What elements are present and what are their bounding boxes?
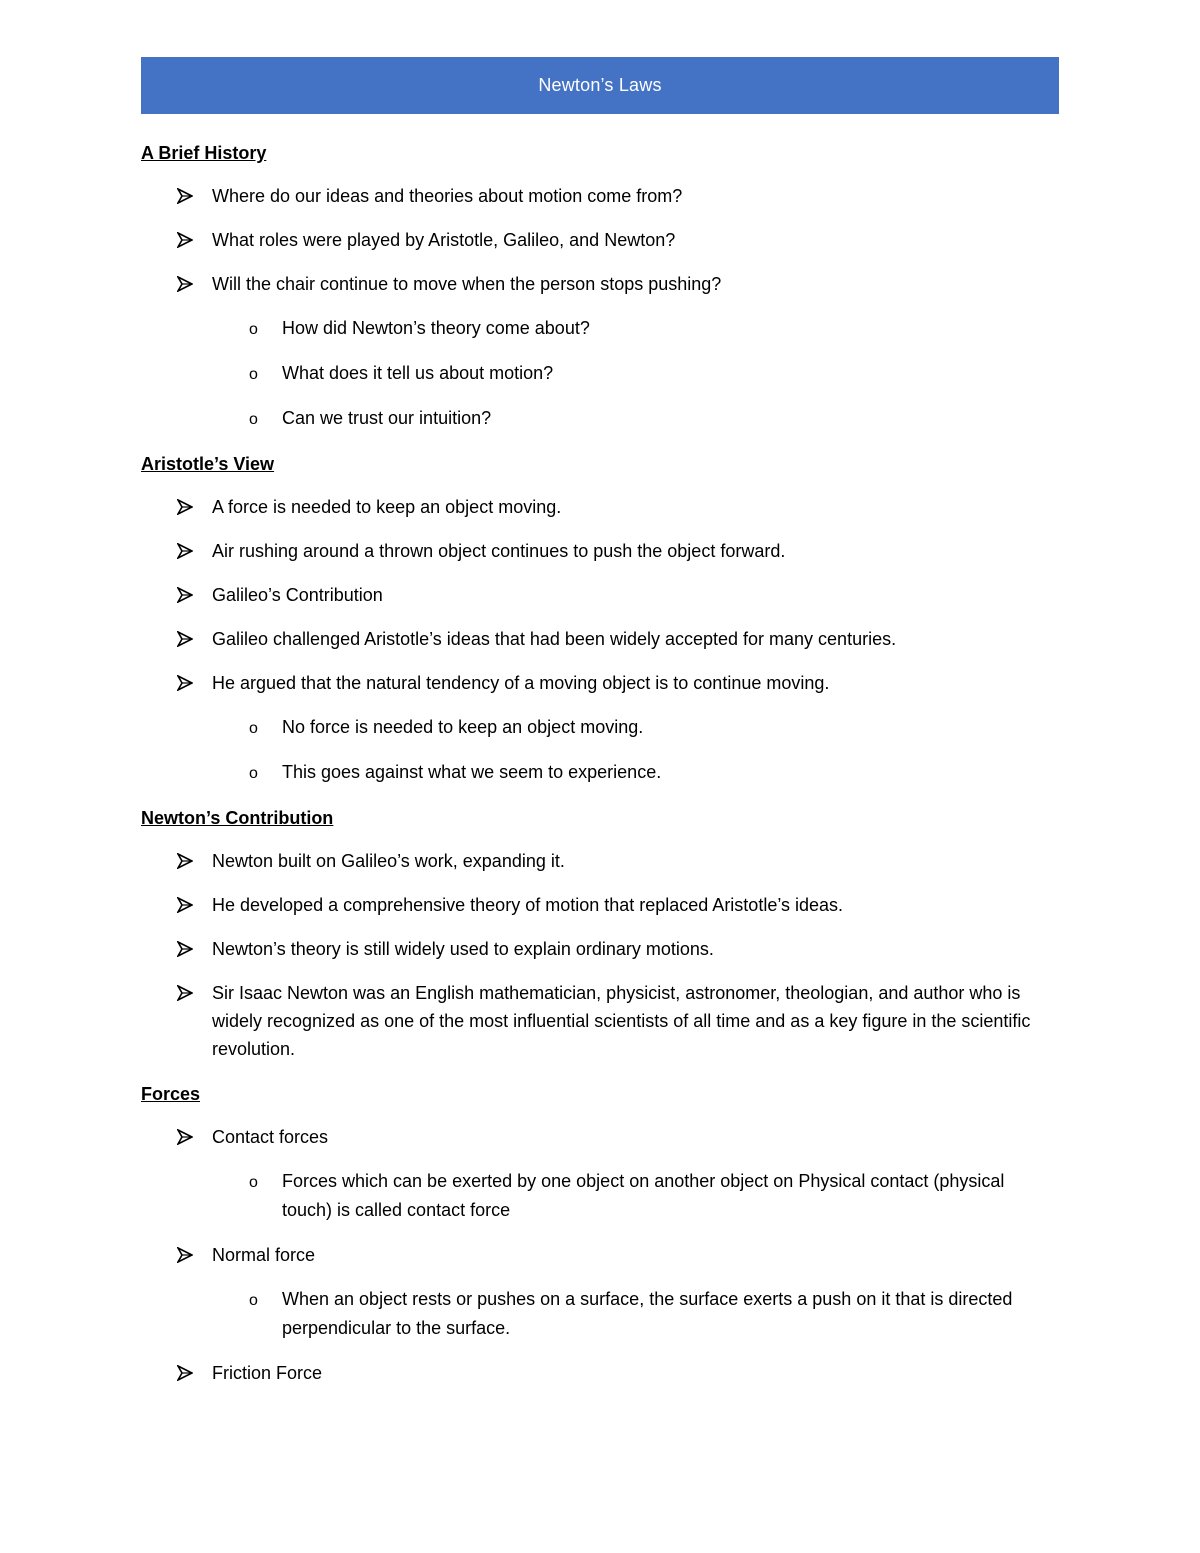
document-body (141, 140, 1059, 1387)
bullet-list (141, 847, 1059, 1063)
list-item (141, 270, 1059, 433)
circle-o-bullet-icon: o (249, 366, 258, 383)
list-item-text: Normal force (212, 1245, 316, 1265)
bullet-list (141, 493, 1059, 787)
list-item-text: Newton’s theory is still widely used to explain ordinary motions. (212, 939, 714, 959)
sub-list-item-text: No force is needed to keep an object moving. (282, 717, 644, 737)
sub-list-item (141, 713, 1059, 742)
sub-bullet-list (141, 314, 1059, 433)
arrowhead-bullet-icon (177, 669, 195, 697)
sub-list-item-text: What does it tell us about motion? (282, 363, 554, 383)
list-item-text: Where do our ideas and theories about motion come from? (212, 186, 683, 206)
arrowhead-bullet-icon (177, 1123, 195, 1151)
arrowhead-bullet-icon (177, 493, 195, 521)
arrowhead-bullet-icon (177, 270, 195, 298)
list-item-text: Contact forces (212, 1127, 329, 1147)
sub-list-item-text: Forces which can be exerted by one object on another object on Physical contact (physical touch) is called contact force (282, 1171, 1005, 1220)
section-heading: Newton’s Contribution (141, 808, 334, 828)
list-item-text: A force is needed to keep an object moving. (212, 497, 562, 517)
list-item (141, 625, 1059, 653)
circle-o-bullet-icon: o (249, 1174, 258, 1191)
list-item (141, 847, 1059, 875)
title-bar (141, 57, 1059, 114)
list-item-text: Galileo challenged Aristotle’s ideas that had been widely accepted for many centuries. (212, 629, 897, 649)
list-item-text: Will the chair continue to move when the person stops pushing? (212, 274, 722, 294)
list-item (141, 1359, 1059, 1387)
arrowhead-bullet-icon (177, 537, 195, 565)
list-item-text: Galileo’s Contribution (212, 585, 383, 605)
arrowhead-bullet-icon (177, 935, 195, 963)
arrowhead-bullet-icon (177, 979, 195, 1007)
bullet-list (141, 182, 1059, 433)
sub-list-item-text: How did Newton’s theory come about? (282, 318, 590, 338)
sub-bullet-list (141, 1167, 1059, 1225)
sub-list-item (141, 1285, 1059, 1343)
list-item-text: He argued that the natural tendency of a moving object is to continue moving. (212, 673, 830, 693)
arrowhead-bullet-icon (177, 226, 195, 254)
list-item-text: Friction Force (212, 1363, 323, 1383)
list-item (141, 581, 1059, 609)
circle-o-bullet-icon: o (249, 1292, 258, 1309)
list-item (141, 891, 1059, 919)
sub-list-item (141, 404, 1059, 433)
list-item-text: What roles were played by Aristotle, Galileo, and Newton? (212, 230, 676, 250)
sub-list-item (141, 1167, 1059, 1225)
arrowhead-bullet-icon (177, 1359, 195, 1387)
sub-list-item-text: Can we trust our intuition? (282, 408, 492, 428)
list-item (141, 1241, 1059, 1343)
circle-o-bullet-icon: o (249, 720, 258, 737)
sub-list-item (141, 758, 1059, 787)
sub-bullet-list (141, 1285, 1059, 1343)
document-title: Newton’s Laws (538, 75, 662, 95)
sub-list-item (141, 314, 1059, 343)
sub-list-item-text: This goes against what we seem to experience. (282, 762, 662, 782)
list-item (141, 935, 1059, 963)
arrowhead-bullet-icon (177, 581, 195, 609)
arrowhead-bullet-icon (177, 847, 195, 875)
section-heading: A Brief History (141, 143, 267, 163)
list-item-text: Sir Isaac Newton was an English mathematician, physicist, astronomer, theologian, and author who is widely recognized as one of the most influential scientists of all time and as a key figure in the scientific revolution. (212, 983, 1031, 1059)
document-page (141, 57, 1059, 1387)
sub-list-item (141, 359, 1059, 388)
list-item (141, 182, 1059, 210)
list-item-text: Newton built on Galileo’s work, expanding it. (212, 851, 565, 871)
arrowhead-bullet-icon (177, 625, 195, 653)
list-item (141, 493, 1059, 521)
list-item-text: He developed a comprehensive theory of motion that replaced Aristotle’s ideas. (212, 895, 844, 915)
list-item (141, 226, 1059, 254)
circle-o-bullet-icon: o (249, 765, 258, 782)
section-heading: Forces (141, 1084, 201, 1104)
list-item-text: Air rushing around a thrown object continues to push the object forward. (212, 541, 786, 561)
sub-bullet-list (141, 713, 1059, 787)
sub-list-item-text: When an object rests or pushes on a surface, the surface exerts a push on it that is directed perpendicular to the surface. (282, 1289, 1013, 1338)
arrowhead-bullet-icon (177, 891, 195, 919)
circle-o-bullet-icon: o (249, 321, 258, 338)
list-item (141, 979, 1059, 1063)
list-item (141, 537, 1059, 565)
list-item (141, 669, 1059, 787)
arrowhead-bullet-icon (177, 182, 195, 210)
list-item (141, 1123, 1059, 1225)
section-heading: Aristotle’s View (141, 454, 275, 474)
circle-o-bullet-icon: o (249, 411, 258, 428)
bullet-list (141, 1123, 1059, 1387)
arrowhead-bullet-icon (177, 1241, 195, 1269)
